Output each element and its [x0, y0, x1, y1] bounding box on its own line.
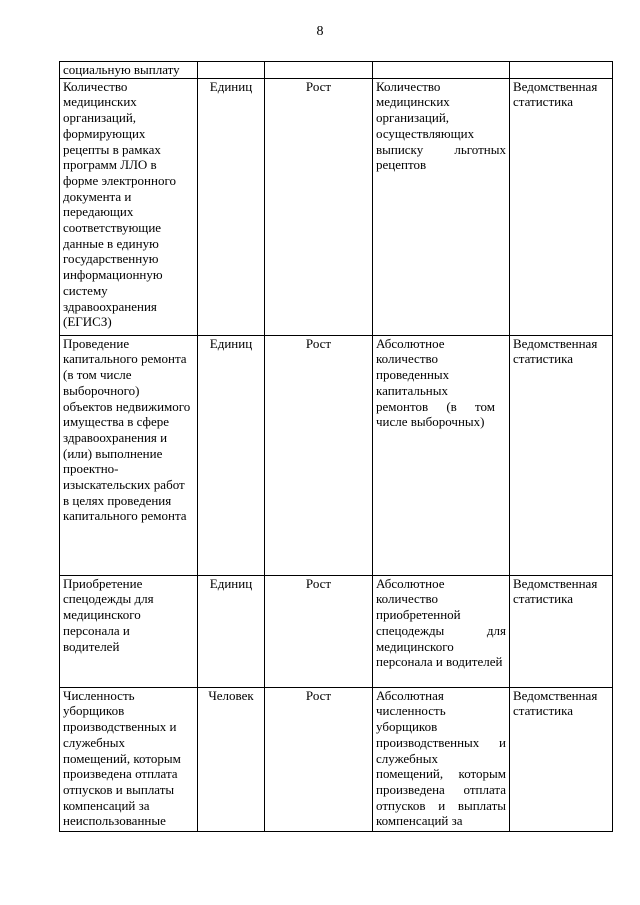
- cell-method: Абсолютная численность уборщиков производственных и служебных помещений, которым произведена отплата отпусков и выплаты компенсаций за: [373, 687, 510, 831]
- cell-trend: Рост: [265, 687, 373, 831]
- cell-unit: Человек: [198, 687, 265, 831]
- indicators-table: [59, 61, 613, 832]
- cell-indicator: социальную выплату: [60, 62, 198, 79]
- cell-unit: [198, 62, 265, 79]
- cell-indicator: Численность уборщиков производственных и служебных помещений, которым произведена отплата отпусков и выплаты компенсаций за неиспользованные: [60, 687, 198, 831]
- cell-unit: Единиц: [198, 78, 265, 335]
- cell-trend: Рост: [265, 78, 373, 335]
- cell-indicator: Приобретение спецодежды для медицинского персонала и водителей: [60, 575, 198, 687]
- cell-unit: Единиц: [198, 335, 265, 575]
- cell-source: Ведомственная статистика: [510, 335, 613, 575]
- cell-indicator: Проведение капитального ремонта (в том числе выборочного) объектов недвижимого имущества в сфере здравоохранения и (или) выполнение проектно-изыскательских работ в целях проведения капитального ремонта: [60, 335, 198, 575]
- cell-source: [510, 62, 613, 79]
- cell-trend: Рост: [265, 335, 373, 575]
- cell-source: Ведомственная статистика: [510, 687, 613, 831]
- cell-source: Ведомственная статистика: [510, 575, 613, 687]
- table-row: [60, 687, 613, 831]
- page-number: 8: [316, 24, 324, 39]
- table-row-continuation: [60, 62, 613, 79]
- cell-method: [373, 62, 510, 79]
- table-row: [60, 575, 613, 687]
- table-row: [60, 78, 613, 335]
- cell-method: Количество медицинских организаций, осуществляющих выписку льготных рецептов: [373, 78, 510, 335]
- cell-trend: Рост: [265, 575, 373, 687]
- cell-unit: Единиц: [198, 575, 265, 687]
- cell-trend: [265, 62, 373, 79]
- cell-method: Абсолютное количество проведенных капитальных ремонтов (в том числе выборочных): [373, 335, 510, 575]
- cell-method: Абсолютное количество приобретенной спецодежды для медицинского персонала и водителей: [373, 575, 510, 687]
- cell-source: Ведомственная статистика: [510, 78, 613, 335]
- table-row: [60, 335, 613, 575]
- cell-indicator: Количество медицинских организаций, формирующих рецепты в рамках программ ЛЛО в форме электронного документа и передающих соответствующие данные в единую государственную информационную систему здравоохранения (ЕГИСЗ): [60, 78, 198, 335]
